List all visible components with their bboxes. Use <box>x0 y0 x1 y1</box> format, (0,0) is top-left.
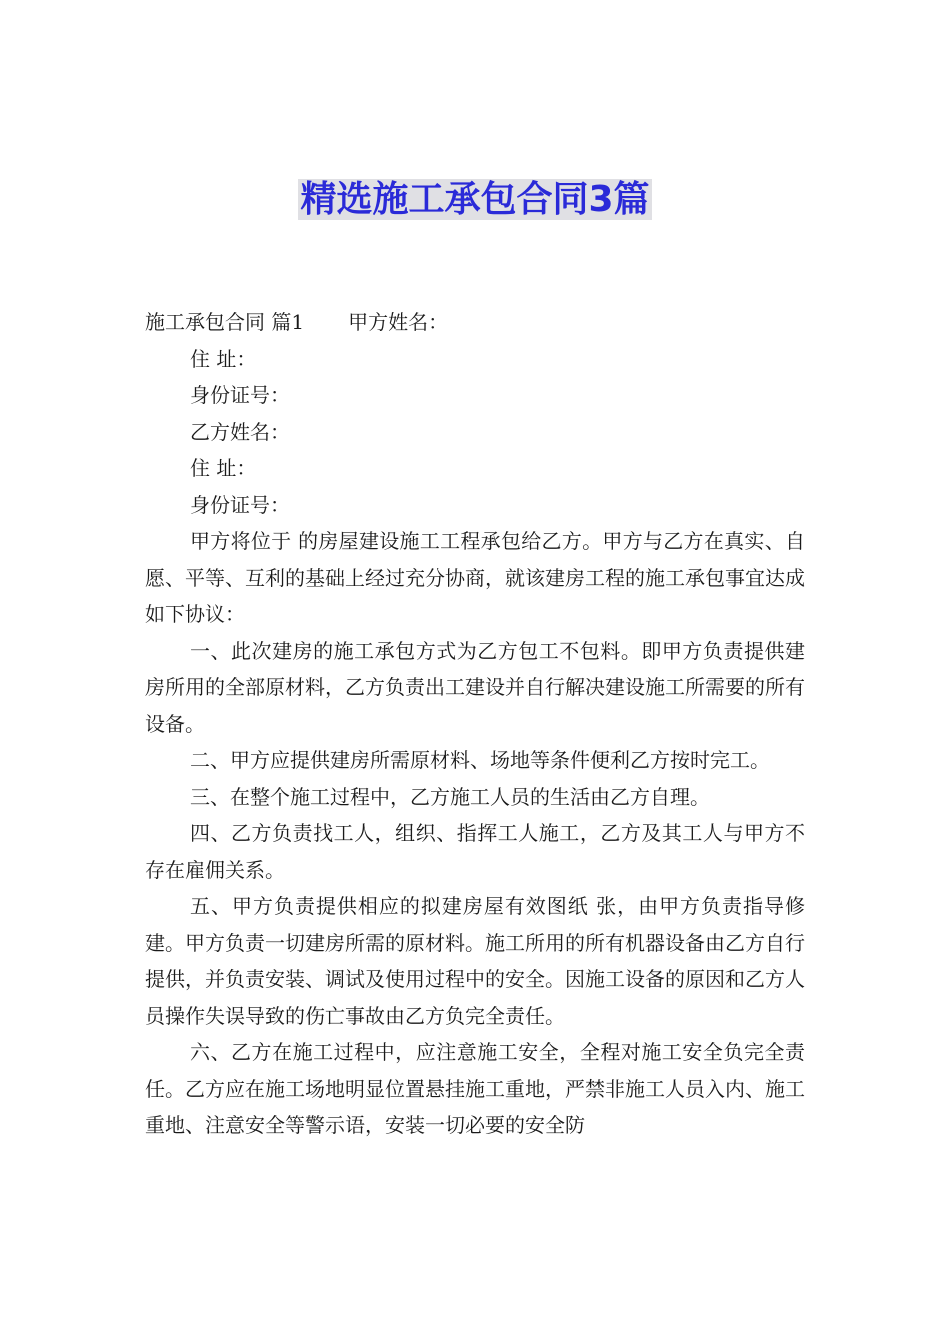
clause-6: 六、乙方在施工过程中，应注意施工安全，全程对施工安全负完全责任。乙方应在施工场地明显位置悬挂施工重地，严禁非施工人员入内、施工重地、注意安全等警示语，安装一切必要的安全防 <box>145 1040 805 1137</box>
heading-line <box>145 304 805 341</box>
field-address-a: 住 址： <box>190 346 257 371</box>
party-a-name-label: 甲方姓名： <box>348 310 449 334</box>
clause-2: 二、甲方应提供建房所需原材料、场地等条件便利乙方按时完工。 <box>190 748 770 772</box>
clause-5: 五、甲方负责提供相应的拟建房屋有效图纸 张，由甲方负责指导修建。甲方负责一切建房所需的原材料。施工所用的所有机器设备由乙方自行提供，并负责安装、调试及使用过程中的安全。因施工设备的原因和乙方人员操作失误导致的伤亡事故由乙方负完全责任。 <box>145 894 805 1028</box>
field-id-a: 身份证号： <box>190 383 290 407</box>
paragraph-intro: 甲方将位于 的房屋建设施工工程承包给乙方。甲方与乙方在真实、自愿、平等、互利的基础上经过充分协商，就该建房工程的施工承包事宜达成如下协议： <box>145 529 805 626</box>
clause-4: 四、乙方负责找工人，组织、指挥工人施工，乙方及其工人与甲方不存在雇佣关系。 <box>145 821 805 882</box>
document-body <box>145 304 805 1144</box>
document-title-text: 精选施工承包合同3篇 <box>300 179 650 220</box>
clause-1: 一、此次建房的施工承包方式为乙方包工不包料。即甲方负责提供建房所用的全部原材料，乙方负责出工建设并自行解决建设施工所需要的所有设备。 <box>145 638 805 736</box>
field-address-b: 住 址： <box>190 456 257 480</box>
section-heading: 施工承包合同 篇1 <box>145 310 305 334</box>
document-title <box>0 170 950 230</box>
field-id-b: 身份证号： <box>190 492 290 517</box>
field-party-b-name: 乙方姓名： <box>190 419 290 444</box>
clause-3: 三、在整个施工过程中，乙方施工人员的生活由乙方自理。 <box>190 784 710 809</box>
